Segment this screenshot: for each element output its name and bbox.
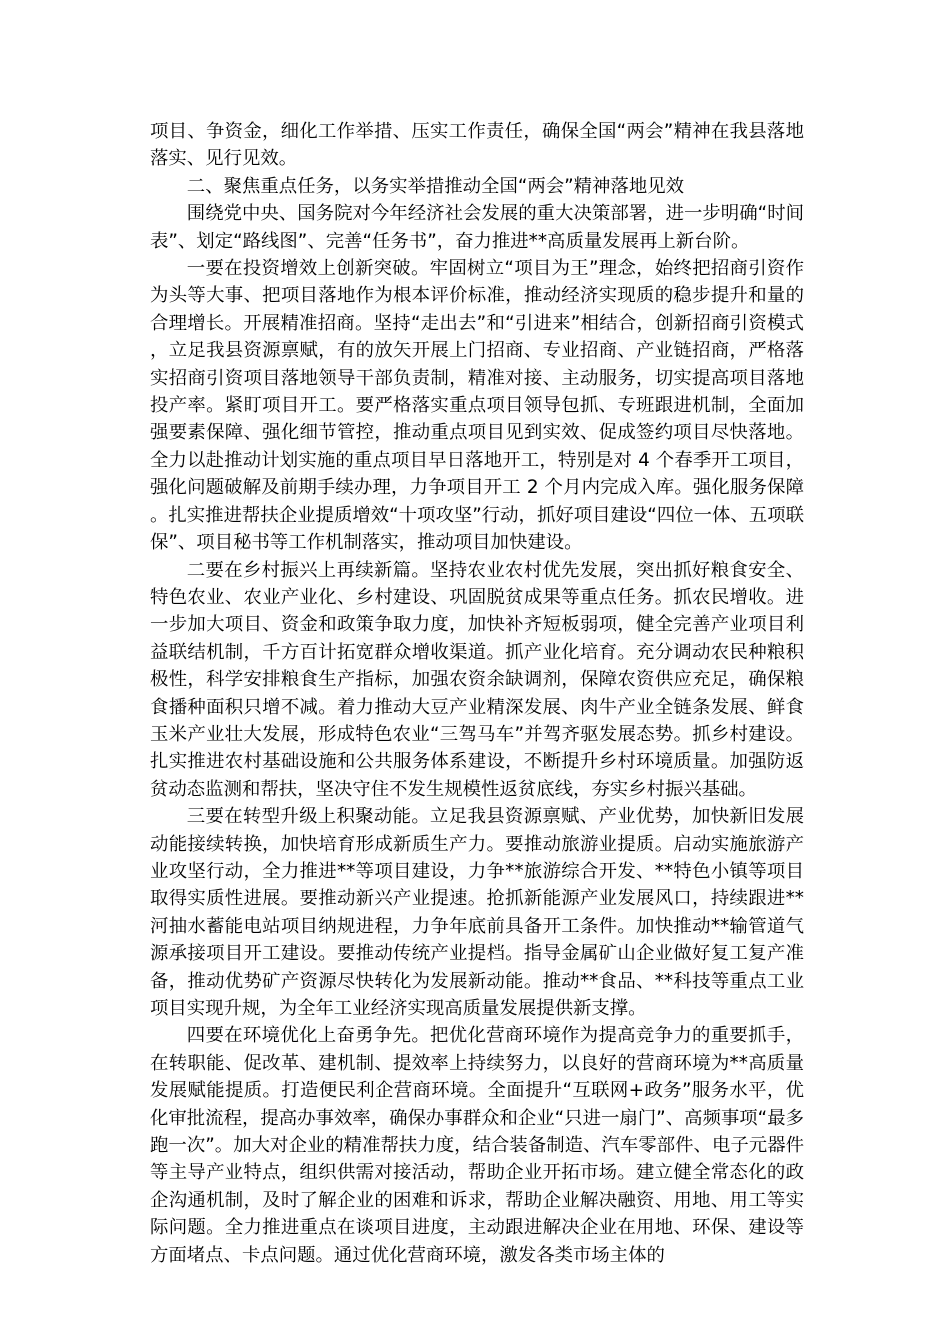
paragraph-continuation: 项目、争资金，细化工作举措、压实工作责任，确保全国“两会”精神在我县落地落实、见行见效。 [150,121,804,170]
paragraph-intro: 围绕党中央、国务院对今年经济社会发展的重大决策部署，进一步明确“时间表”、划定“路线图”、完善“任务书”，奋力推进**高质量发展再上新台阶。 [150,203,804,252]
paragraph-business-environment: 四要在环境优化上奋勇争先。把优化营商环境作为提高竞争力的重要抓手，在转职能、促改革、建机制、提效率上持续努力，以良好的营商环境为**高质量发展赋能提质。打造便民利企营商环境。全面提升“互联网+政务”服务水平，优化审批流程，提高办事效率，确保办事群众和企业“只进一扇门”、高频事项“最多跑一次”。加大对企业的精准帮扶力度，结合装备制造、汽车零部件、电子元器件等主导产业特点，组织供需对接活动，帮助企业开拓市场。建立健全常态化的政企沟通机制，及时了解企业的困难和诉求，帮助企业解决融资、用地、用工等实际问题。全力推进重点在谈项目进度，主动跟进解决企业在用地、环保、建设等方面堵点、卡点问题。通过优化营商环境，激发各类市场主体的 [150,1025,804,1266]
paragraph-investment: 一要在投资增效上创新突破。牢固树立“项目为王”理念，始终把招商引资作为头等大事、把项目落地作为根本评价标准，推动经济实现质的稳步提升和量的合理增长。开展精准招商。坚持“走出去”和“引进来”相结合，创新招商引资模式，立足我县资源禀赋，有的放矢开展上门招商、专业招商、产业链招商，严格落实招商引资项目落地领导干部负责制，精准对接、主动服务，切实提高项目落地投产率。紧盯项目开工。要严格落实重点项目领导包抓、专班跟进机制，全面加强要素保障、强化细节管控，推动重点项目见到实效、促成签约项目尽快落地。全力以赴推动计划实施的重点项目早日落地开工，特别是对 4 个春季开工项目，强化问题破解及前期手续办理，力争项目开工 2 个月内完成入库。强化服务保障。扎实推进帮扶企业提质增效“十项攻坚”行动，抓好项目建设“四位一体、五项联保”、项目秘书等工作机制落实，推动项目加快建设。 [150,258,804,554]
paragraph-transformation: 三要在转型升级上积聚动能。立足我县资源禀赋、产业优势，加快新旧发展动能接续转换，加快培育形成新质生产力。要推动旅游业提质。启动实施旅游产业攻坚行动，全力推进**等项目建设，力争**旅游综合开发、**特色小镇等项目取得实质性进展。要推动新兴产业提速。抢抓新能源产业发展风口，持续跟进**河抽水蓄能电站项目纳规进程，力争年底前具备开工条件。加快推动**输管道气源承接项目开工建设。要推动传统产业提档。指导金属矿山企业做好复工复产准备，推动优势矿产资源尽快转化为发展新动能。推动**食品、**科技等重点工业项目实现升规，为全年工业经济实现高质量发展提供新支撑。 [150,806,804,1019]
section-heading: 二、聚焦重点任务，以务实举措推动全国“两会”精神落地见效 [186,175,685,197]
paragraph-rural-revitalization: 二要在乡村振兴上再续新篇。坚持农业农村优先发展，突出抓好粮食安全、特色农业、农业产业化、乡村建设、巩固脱贫成果等重点任务。抓农民增收。进一步加大项目、资金和政策争取力度，加快补齐短板弱项，健全完善产业项目利益联结机制，千方百计拓宽群众增收渠道。抓产业化培育。充分调动农民种粮积极性，科学安排粮食生产指标，加强农资余缺调剂，保障农资供应充足，确保粮食播种面积只增不减。着力推动大豆产业精深发展、肉牛产业全链条发展、鲜食玉米产业壮大发展，形成特色农业“三驾马车”并驾齐驱发展态势。抓乡村建设。扎实推进农村基础设施和公共服务体系建设，不断提升乡村环境质量。加强防返贫动态监测和帮扶，坚决守住不发生规模性返贫底线，夯实乡村振兴基础。 [150,559,804,800]
document-body [150,118,804,1269]
